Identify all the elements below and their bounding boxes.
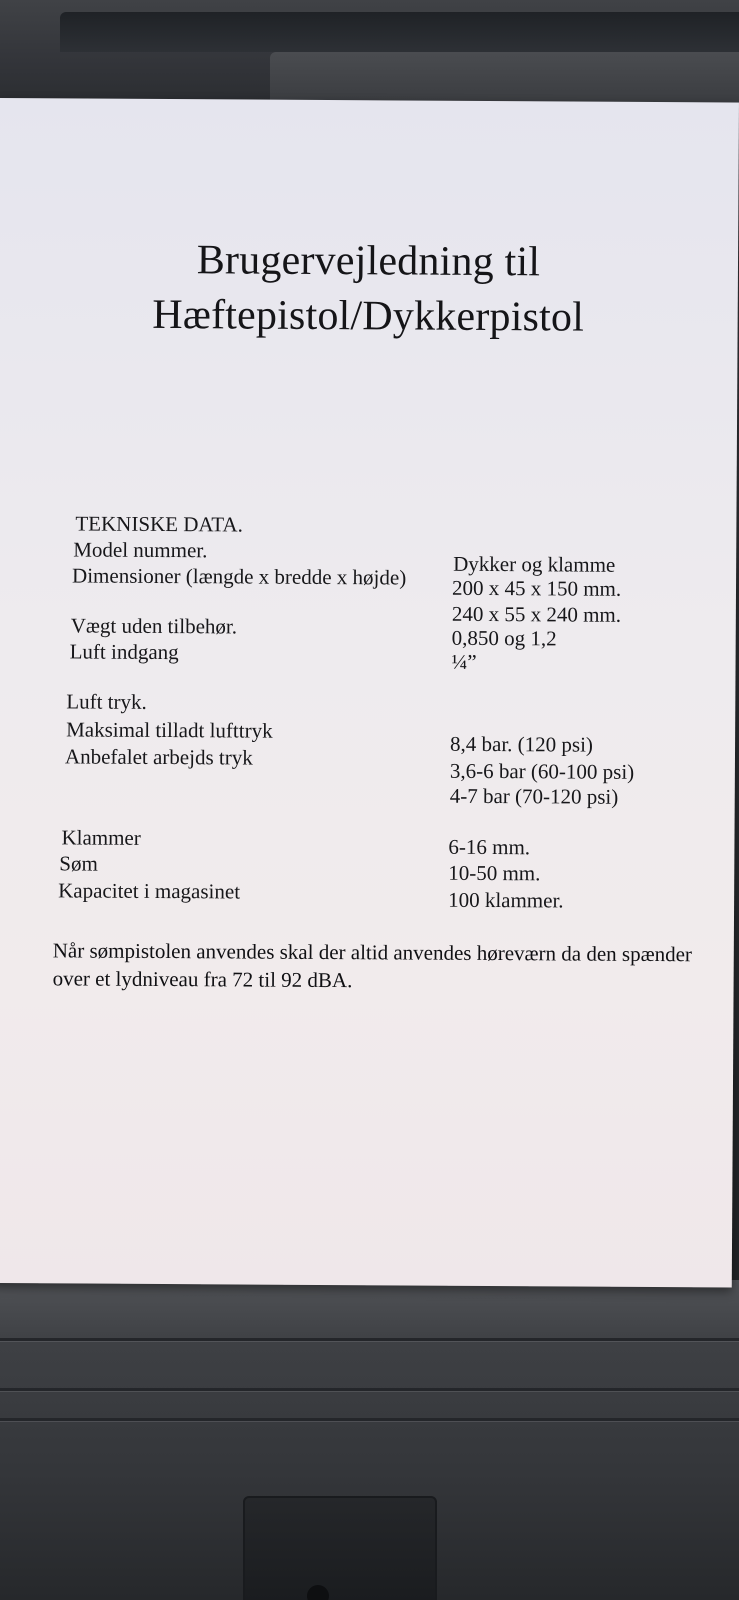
capacity-label-nails: Søm (59, 851, 98, 876)
spec-label-weight: Vægt uden tilbehør. (70, 613, 238, 639)
spec-value-dimensions-1: 200 x 45 x 150 mm. (451, 575, 622, 601)
document-title-line-2: Hæftepistol/Dykkerpistol (152, 291, 585, 341)
pressure-value-recommended-1: 3,6-6 bar (60-100 psi) (449, 758, 635, 784)
capacity-label-staples: Klammer (61, 825, 141, 850)
capacity-value-nails: 10-50 mm. (448, 860, 541, 886)
case-lid (0, 0, 739, 110)
spec-label-model: Model nummer. (73, 537, 208, 563)
spec-value-model: Dykker og klamme (453, 551, 616, 577)
spec-value-dimensions-2: 240 x 55 x 240 mm. (451, 601, 622, 627)
spec-value-air-inlet: ¼” (451, 649, 477, 674)
spec-value-weight: 0,850 og 1,2 (451, 625, 557, 651)
case-compartment (270, 52, 739, 102)
document-title-line-1: Brugervejledning til (196, 237, 541, 286)
pressure-value-max: 8,4 bar. (120 psi) (449, 731, 594, 757)
case-latch (243, 1496, 437, 1600)
spec-label-dimensions: Dimensioner (længde x bredde x højde) (72, 563, 407, 590)
manual-page (0, 98, 739, 1287)
pressure-label-max: Maksimal tilladt lufttryk (66, 717, 273, 743)
pressure-label-recommended: Anbefalet arbejds tryk (64, 744, 253, 770)
case-ridge (0, 1338, 739, 1341)
case-ridge (0, 1418, 739, 1421)
pressure-heading: Luft tryk. (66, 689, 147, 714)
pressure-value-recommended-2: 4-7 bar (70-120 psi) (449, 783, 619, 809)
latch-hole (307, 1585, 329, 1600)
spec-label-air-inlet: Luft indgang (69, 639, 179, 665)
capacity-value-magazine: 100 klammer. (448, 887, 564, 913)
case-rim (60, 12, 739, 52)
capacity-label-magazine: Kapacitet i magasinet (58, 878, 241, 904)
hearing-protection-note: Når sømpistolen anvendes skal der altid anvendes høreværn da den spænder over et lydniveau fra 72 til 92 dBA. (52, 938, 693, 993)
capacity-value-staples: 6-16 mm. (448, 834, 531, 860)
section-heading-technical-data: TEKNISKE DATA. (75, 511, 243, 537)
case-ridge (0, 1388, 739, 1391)
